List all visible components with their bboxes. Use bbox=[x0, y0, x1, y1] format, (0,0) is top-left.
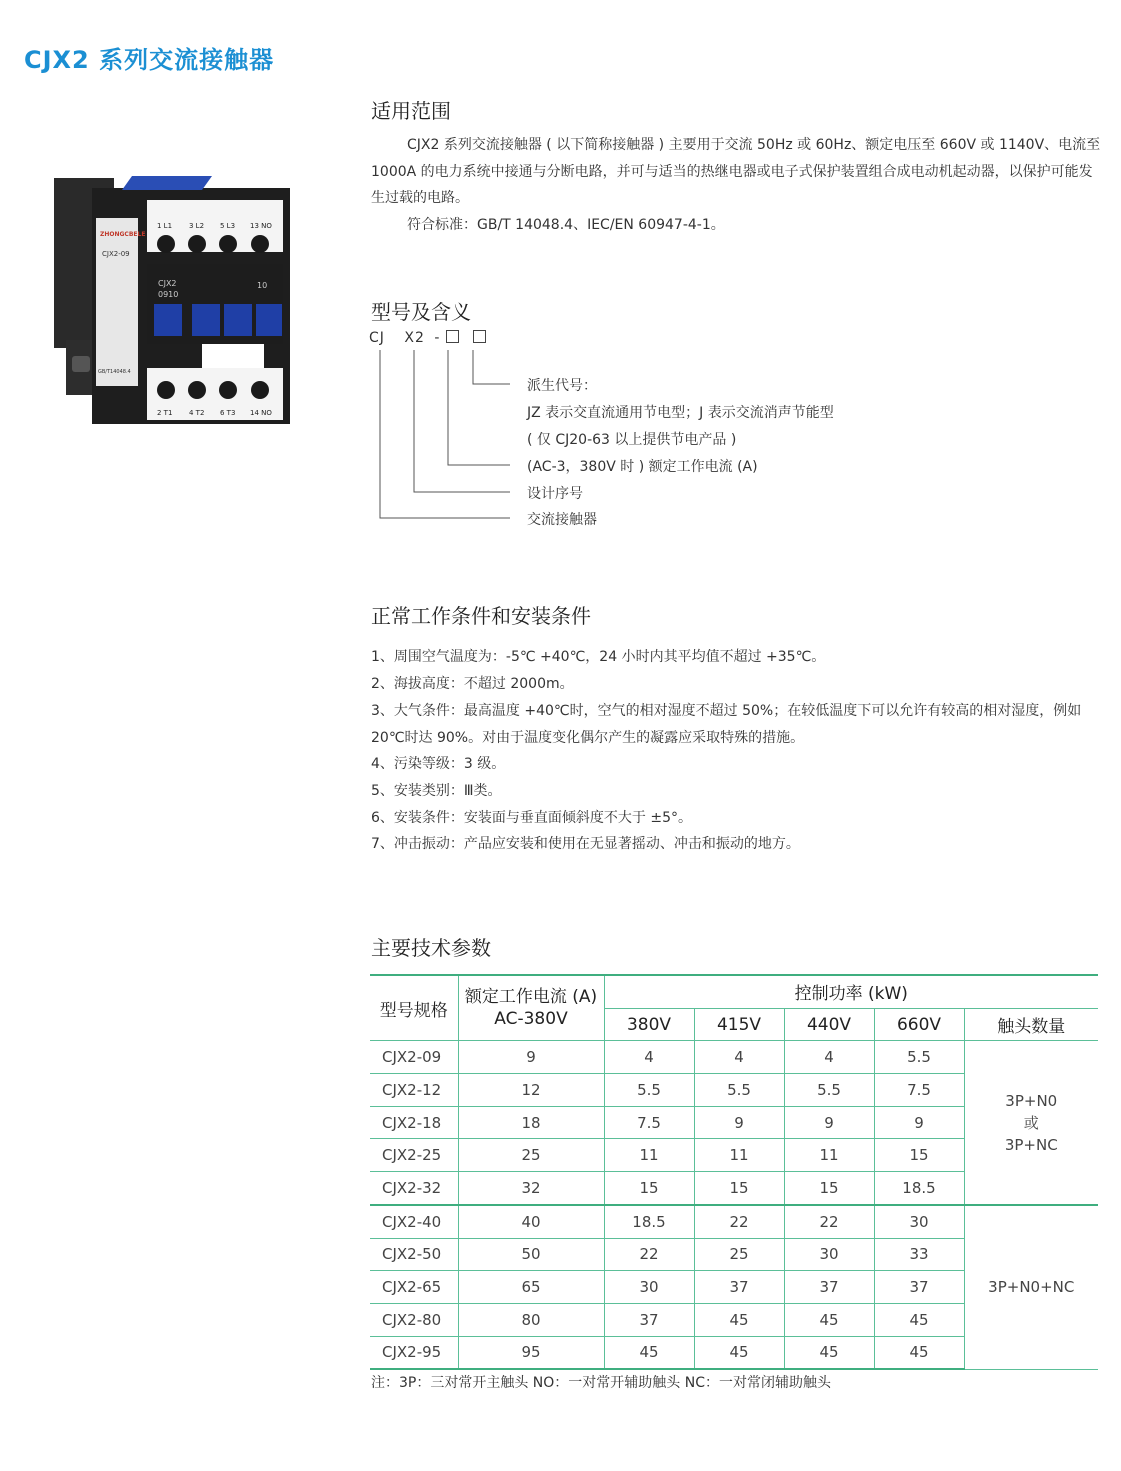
cell-current: 9 bbox=[458, 1041, 604, 1074]
header-power: 控制功率 (kW) bbox=[604, 975, 1098, 1008]
cell-model: CJX2-09 bbox=[370, 1041, 458, 1074]
standard-label: GB/T14048.4 bbox=[98, 369, 131, 375]
section-title-model: 型号及含义 bbox=[371, 300, 471, 324]
cell-p415: 37 bbox=[694, 1271, 784, 1304]
contacts-line: 或 bbox=[1023, 1113, 1039, 1132]
page-title: CJX2 系列交流接触器 bbox=[24, 46, 275, 74]
terminal-label: 1 L1 bbox=[157, 222, 173, 230]
cell-p380: 11 bbox=[604, 1139, 694, 1172]
cell-p440: 45 bbox=[784, 1303, 874, 1336]
cell-p415: 9 bbox=[694, 1106, 784, 1139]
product-image bbox=[52, 168, 300, 428]
cell-p380: 18.5 bbox=[604, 1205, 694, 1238]
header-current-line2: AC-380V bbox=[494, 1009, 568, 1030]
cell-p415: 4 bbox=[694, 1041, 784, 1074]
cell-p660: 37 bbox=[874, 1271, 964, 1304]
header-380v: 380V bbox=[604, 1008, 694, 1041]
cell-p440: 11 bbox=[784, 1139, 874, 1172]
cell-p440: 15 bbox=[784, 1172, 874, 1205]
cell-model: CJX2-80 bbox=[370, 1303, 458, 1336]
cell-p440: 45 bbox=[784, 1336, 874, 1369]
cell-current: 80 bbox=[458, 1303, 604, 1336]
model-label-derivative: 派生代号： bbox=[527, 378, 597, 394]
condition-item: 7、冲击振动：产品应安装和使用在无显著摇动、冲击和振动的地方。 bbox=[371, 836, 800, 852]
cell-model: CJX2-32 bbox=[370, 1172, 458, 1205]
cell-p660: 45 bbox=[874, 1336, 964, 1369]
terminal-label: 6 T3 bbox=[220, 409, 236, 417]
table-note: 注：3P：三对常开主触头 NO：一对常开辅助触头 NC：一对常闭辅助触头 bbox=[371, 1375, 831, 1391]
cell-p660: 7.5 bbox=[874, 1074, 964, 1107]
cell-p660: 33 bbox=[874, 1238, 964, 1271]
cell-p440: 37 bbox=[784, 1271, 874, 1304]
model-label-jz: JZ 表示交直流通用节电型；J 表示交流消声节能型 bbox=[527, 405, 834, 421]
model-code-series: X2 bbox=[404, 330, 425, 346]
standard-paragraph: 符合标准：GB/T 14048.4、IEC/EN 60947-4-1。 bbox=[407, 216, 725, 233]
application-text bbox=[371, 132, 1101, 238]
cell-p660: 5.5 bbox=[874, 1041, 964, 1074]
table-row bbox=[370, 1041, 1098, 1074]
cell-model: CJX2-25 bbox=[370, 1139, 458, 1172]
header-440v: 440V bbox=[784, 1008, 874, 1041]
cell-p660: 45 bbox=[874, 1303, 964, 1336]
cell-p440: 5.5 bbox=[784, 1074, 874, 1107]
model-label-note: ( 仅 CJ20-63 以上提供节电产品 ) bbox=[527, 432, 737, 448]
cell-p440: 4 bbox=[784, 1041, 874, 1074]
aux-label: 10 bbox=[257, 281, 268, 290]
terminal-label: 4 T2 bbox=[189, 409, 205, 417]
box-icon bbox=[446, 330, 459, 343]
box-icon bbox=[473, 330, 486, 343]
header-current bbox=[458, 975, 604, 1041]
cell-p660: 15 bbox=[874, 1139, 964, 1172]
terminal-label: 5 L3 bbox=[220, 222, 236, 230]
cell-p440: 9 bbox=[784, 1106, 874, 1139]
cell-current: 40 bbox=[458, 1205, 604, 1238]
cell-p415: 11 bbox=[694, 1139, 784, 1172]
terminal-label: 2 T1 bbox=[157, 409, 173, 417]
condition-item: 5、安装类别：Ⅲ类。 bbox=[371, 783, 502, 799]
header-415v: 415V bbox=[694, 1008, 784, 1041]
cell-p415: 25 bbox=[694, 1238, 784, 1271]
cell-p380: 7.5 bbox=[604, 1106, 694, 1139]
cell-p380: 15 bbox=[604, 1172, 694, 1205]
cell-p415: 45 bbox=[694, 1303, 784, 1336]
section-title-application: 适用范围 bbox=[371, 99, 451, 123]
header-model: 型号规格 bbox=[370, 975, 458, 1041]
cell-p380: 30 bbox=[604, 1271, 694, 1304]
cell-p380: 5.5 bbox=[604, 1074, 694, 1107]
cell-current: 25 bbox=[458, 1139, 604, 1172]
terminal-label: 13 NO bbox=[250, 222, 272, 230]
table-row bbox=[370, 1205, 1098, 1238]
condition-item: 1、周围空气温度为：-5℃ +40℃，24 小时内其平均值不超过 +35℃。 bbox=[371, 649, 826, 665]
model-code-prefix: CJ bbox=[369, 330, 385, 346]
cell-p660: 18.5 bbox=[874, 1172, 964, 1205]
contacts-line: 3P+N0 bbox=[1005, 1091, 1058, 1110]
condition-item: 6、安装条件：安装面与垂直面倾斜度不大于 ±5°。 bbox=[371, 810, 692, 826]
cell-p415: 22 bbox=[694, 1205, 784, 1238]
brand-label: ZHONGCBELE bbox=[100, 231, 146, 238]
cell-model: CJX2-18 bbox=[370, 1106, 458, 1139]
header-contacts: 触头数量 bbox=[964, 1008, 1098, 1041]
header-660v: 660V bbox=[874, 1008, 964, 1041]
spec-table-body bbox=[370, 1041, 1098, 1369]
cell-current: 32 bbox=[458, 1172, 604, 1205]
section-title-tech: 主要技术参数 bbox=[371, 936, 491, 960]
terminal-label: 14 NO bbox=[250, 409, 272, 417]
cell-current: 65 bbox=[458, 1271, 604, 1304]
application-paragraph: CJX2 系列交流接触器 ( 以下简称接触器 ) 主要用于交流 50Hz 或 60Hz、额定电压至 660V 或 1140V、电流至 1000A 的电力系统中接通与分断电路，并可与适当的热继电器或电子式保护装置组合成电动机起动器，以保护可能发生过载的电路。 bbox=[371, 137, 1101, 206]
cell-p660: 30 bbox=[874, 1205, 964, 1238]
cell-current: 95 bbox=[458, 1336, 604, 1369]
cell-model: CJX2-12 bbox=[370, 1074, 458, 1107]
cell-current: 12 bbox=[458, 1074, 604, 1107]
cell-p380: 4 bbox=[604, 1041, 694, 1074]
cell-p415: 45 bbox=[694, 1336, 784, 1369]
model-label-design: 设计序号 bbox=[527, 486, 583, 502]
terminal-label: 3 L2 bbox=[189, 222, 205, 230]
model-label-current: (AC-3，380V 时 ) 额定工作电流 (A) bbox=[527, 459, 758, 475]
cell-p440: 22 bbox=[784, 1205, 874, 1238]
front-label: CJX2 bbox=[158, 279, 177, 288]
model-code bbox=[369, 330, 486, 346]
cell-contacts-group2: 3P+N0+NC bbox=[964, 1205, 1098, 1369]
spec-table bbox=[370, 974, 1098, 1370]
cell-p380: 22 bbox=[604, 1238, 694, 1271]
condition-item: 3、大气条件：最高温度 +40℃时，空气的相对湿度不超过 50%；在较低温度下可以允许有较高的相对湿度，例如 20℃时达 90%。对由于温度变化偶尔产生的凝露应采取特殊的措施。 bbox=[371, 703, 1082, 746]
cell-model: CJX2-40 bbox=[370, 1205, 458, 1238]
cell-p440: 30 bbox=[784, 1238, 874, 1271]
model-tag: CJX2-09 bbox=[102, 250, 130, 258]
contacts-line: 3P+NC bbox=[1004, 1135, 1058, 1154]
condition-item: 4、污染等级：3 级。 bbox=[371, 756, 506, 772]
cell-model: CJX2-65 bbox=[370, 1271, 458, 1304]
cell-model: CJX2-95 bbox=[370, 1336, 458, 1369]
cell-current: 18 bbox=[458, 1106, 604, 1139]
cell-p380: 37 bbox=[604, 1303, 694, 1336]
cell-p415: 15 bbox=[694, 1172, 784, 1205]
cell-p380: 45 bbox=[604, 1336, 694, 1369]
cell-p660: 9 bbox=[874, 1106, 964, 1139]
model-label-contactor: 交流接触器 bbox=[527, 512, 597, 528]
header-current-line1: 额定工作电流 (A) bbox=[464, 987, 598, 1008]
cell-p415: 5.5 bbox=[694, 1074, 784, 1107]
cell-contacts-group1 bbox=[964, 1041, 1098, 1205]
cell-model: CJX2-50 bbox=[370, 1238, 458, 1271]
cell-current: 50 bbox=[458, 1238, 604, 1271]
front-label: 0910 bbox=[158, 290, 179, 299]
condition-item: 2、海拔高度：不超过 2000m。 bbox=[371, 676, 574, 692]
section-title-conditions: 正常工作条件和安装条件 bbox=[371, 604, 591, 628]
model-code-dash: - bbox=[434, 330, 441, 346]
